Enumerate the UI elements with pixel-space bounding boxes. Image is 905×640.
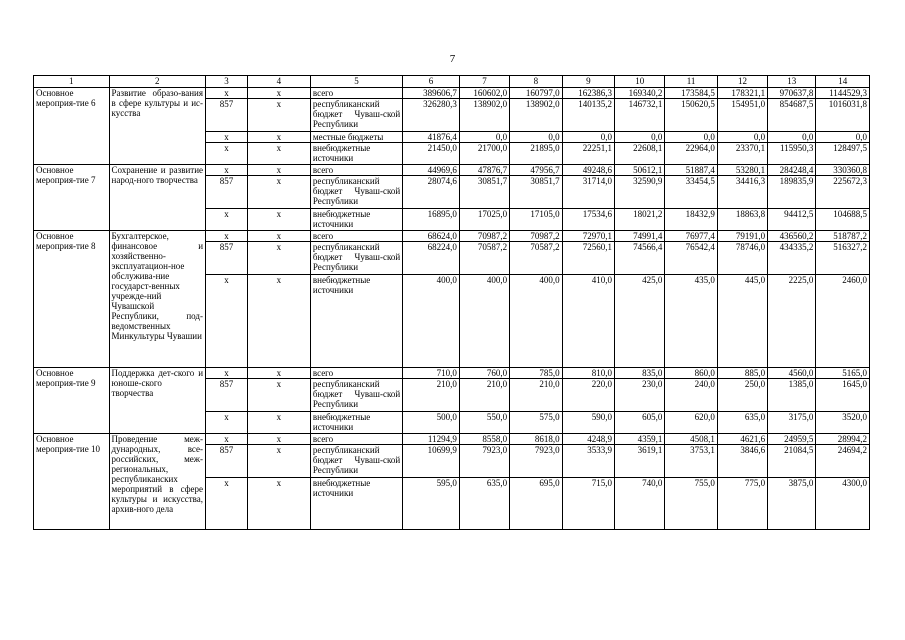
column-header: 12 xyxy=(717,76,767,88)
amount-cell: 326280,3 xyxy=(403,99,460,132)
amount-cell: 4300,0 xyxy=(816,478,870,530)
column-header: 1 xyxy=(34,76,110,88)
table-row xyxy=(34,368,870,379)
amount-cell: 3875,0 xyxy=(768,478,816,530)
amount-cell: 400,0 xyxy=(510,275,562,368)
amount-cell: 47876,7 xyxy=(459,165,509,176)
amount-cell: 178321,1 xyxy=(717,88,767,99)
classification-code-cell: x xyxy=(247,379,310,412)
amount-cell: 128497,5 xyxy=(816,143,870,165)
column-header: 2 xyxy=(109,76,206,88)
amount-cell: 590,0 xyxy=(562,412,614,434)
amount-cell: 74566,4 xyxy=(615,242,665,275)
amount-cell: 635,0 xyxy=(717,412,767,434)
amount-cell: 18432,9 xyxy=(665,209,717,231)
classification-code-cell: x xyxy=(247,434,310,445)
funding-source-cell: всего xyxy=(310,434,402,445)
amount-cell: 21700,0 xyxy=(459,143,509,165)
classification-code-cell: x xyxy=(247,231,310,242)
amount-cell: 94412,5 xyxy=(768,209,816,231)
amount-cell: 7923,0 xyxy=(459,445,509,478)
amount-cell: 173584,5 xyxy=(665,88,717,99)
amount-cell: 4359,1 xyxy=(615,434,665,445)
amount-cell: 0,0 xyxy=(768,132,816,143)
grbs-code-cell: 857 xyxy=(206,176,248,209)
amount-cell: 810,0 xyxy=(562,368,614,379)
amount-cell: 78746,0 xyxy=(717,242,767,275)
classification-code-cell: x xyxy=(247,209,310,231)
amount-cell: 854687,5 xyxy=(768,99,816,132)
classification-code-cell: x xyxy=(247,99,310,132)
activity-name: Основное мероприя-тие 8 xyxy=(34,231,110,368)
amount-cell: 250,0 xyxy=(717,379,767,412)
amount-cell: 0,0 xyxy=(665,132,717,143)
amount-cell: 11294,9 xyxy=(403,434,460,445)
amount-cell: 400,0 xyxy=(459,275,509,368)
amount-cell: 284248,4 xyxy=(768,165,816,176)
amount-cell: 3619,1 xyxy=(615,445,665,478)
amount-cell: 70987,2 xyxy=(459,231,509,242)
grbs-code-cell: 857 xyxy=(206,242,248,275)
table-row xyxy=(34,165,870,176)
amount-cell: 76977,4 xyxy=(665,231,717,242)
amount-cell: 3175,0 xyxy=(768,412,816,434)
amount-cell: 3520,0 xyxy=(816,412,870,434)
classification-code-cell: x xyxy=(247,242,310,275)
amount-cell: 225672,3 xyxy=(816,176,870,209)
amount-cell: 169340,2 xyxy=(615,88,665,99)
amount-cell: 8618,0 xyxy=(510,434,562,445)
classification-code-cell: x xyxy=(247,368,310,379)
amount-cell: 16895,0 xyxy=(403,209,460,231)
amount-cell: 30851,7 xyxy=(459,176,509,209)
grbs-code-cell: x xyxy=(206,275,248,368)
amount-cell: 22964,0 xyxy=(665,143,717,165)
amount-cell: 1385,0 xyxy=(768,379,816,412)
amount-cell: 72970,1 xyxy=(562,231,614,242)
amount-cell: 68624,0 xyxy=(403,231,460,242)
amount-cell: 695,0 xyxy=(510,478,562,530)
amount-cell: 436560,2 xyxy=(768,231,816,242)
activity-name: Основное мероприя-тие 6 xyxy=(34,88,110,165)
amount-cell: 68224,0 xyxy=(403,242,460,275)
amount-cell: 500,0 xyxy=(403,412,460,434)
column-number-row xyxy=(34,76,870,88)
amount-cell: 3753,1 xyxy=(665,445,717,478)
funding-source-cell: внебюджетные источники xyxy=(310,478,402,530)
amount-cell: 0,0 xyxy=(615,132,665,143)
amount-cell: 24694,2 xyxy=(816,445,870,478)
column-header: 9 xyxy=(562,76,614,88)
amount-cell: 154951,0 xyxy=(717,99,767,132)
activity-description: Бухгалтерское, финансовое и хозяйственно-эксплуатацион-ное обслужива-ние государст-венных учрежде-ний Чувашской Республики, под-ведомственных Минкультуры Чувашии xyxy=(109,231,206,368)
classification-code-cell: x xyxy=(247,478,310,530)
amount-cell: 240,0 xyxy=(665,379,717,412)
funding-source-cell: всего xyxy=(310,165,402,176)
amount-cell: 44969,6 xyxy=(403,165,460,176)
table-row xyxy=(34,231,870,242)
amount-cell: 445,0 xyxy=(717,275,767,368)
amount-cell: 22251,1 xyxy=(562,143,614,165)
amount-cell: 885,0 xyxy=(717,368,767,379)
amount-cell: 210,0 xyxy=(510,379,562,412)
amount-cell: 970637,8 xyxy=(768,88,816,99)
grbs-code-cell: x xyxy=(206,478,248,530)
amount-cell: 70587,2 xyxy=(459,242,509,275)
amount-cell: 389606,7 xyxy=(403,88,460,99)
amount-cell: 41876,4 xyxy=(403,132,460,143)
amount-cell: 425,0 xyxy=(615,275,665,368)
amount-cell: 30851,7 xyxy=(510,176,562,209)
column-header: 5 xyxy=(310,76,402,88)
activity-name: Основное мероприя-тие 10 xyxy=(34,434,110,530)
funding-source-cell: внебюджетные источники xyxy=(310,143,402,165)
amount-cell: 785,0 xyxy=(510,368,562,379)
amount-cell: 330360,8 xyxy=(816,165,870,176)
classification-code-cell: x xyxy=(247,445,310,478)
amount-cell: 1645,0 xyxy=(816,379,870,412)
amount-cell: 210,0 xyxy=(403,379,460,412)
page-number: 7 xyxy=(449,53,456,65)
activity-name: Основное мероприя-тие 7 xyxy=(34,165,110,231)
amount-cell: 2225,0 xyxy=(768,275,816,368)
amount-cell: 17534,6 xyxy=(562,209,614,231)
amount-cell: 755,0 xyxy=(665,478,717,530)
amount-cell: 595,0 xyxy=(403,478,460,530)
activity-description: Сохранение и развитие народ-ного творчества xyxy=(109,165,206,231)
amount-cell: 32590,9 xyxy=(615,176,665,209)
amount-cell: 0,0 xyxy=(717,132,767,143)
amount-cell: 635,0 xyxy=(459,478,509,530)
classification-code-cell: x xyxy=(247,143,310,165)
amount-cell: 50612,1 xyxy=(615,165,665,176)
amount-cell: 775,0 xyxy=(717,478,767,530)
funding-source-cell: республиканский бюджет Чуваш-ской Республики xyxy=(310,176,402,209)
amount-cell: 115950,3 xyxy=(768,143,816,165)
amount-cell: 150620,5 xyxy=(665,99,717,132)
amount-cell: 7923,0 xyxy=(510,445,562,478)
amount-cell: 434335,2 xyxy=(768,242,816,275)
grbs-code-cell: x xyxy=(206,209,248,231)
amount-cell: 0,0 xyxy=(816,132,870,143)
amount-cell: 0,0 xyxy=(510,132,562,143)
funding-source-cell: республиканский бюджет Чуваш-ской Республики xyxy=(310,242,402,275)
column-header: 14 xyxy=(816,76,870,88)
amount-cell: 33454,5 xyxy=(665,176,717,209)
amount-cell: 17105,0 xyxy=(510,209,562,231)
amount-cell: 21450,0 xyxy=(403,143,460,165)
amount-cell: 189835,9 xyxy=(768,176,816,209)
funding-source-cell: республиканский бюджет Чуваш-ской Республики xyxy=(310,379,402,412)
amount-cell: 138902,0 xyxy=(459,99,509,132)
funding-source-cell: республиканский бюджет Чуваш-ской Республики xyxy=(310,445,402,478)
amount-cell: 23370,1 xyxy=(717,143,767,165)
amount-cell: 435,0 xyxy=(665,275,717,368)
activity-description: Развитие образо-вания в сфере культуры и ис-кусства xyxy=(109,88,206,165)
amount-cell: 3533,9 xyxy=(562,445,614,478)
grbs-code-cell: 857 xyxy=(206,379,248,412)
amount-cell: 210,0 xyxy=(459,379,509,412)
amount-cell: 104688,5 xyxy=(816,209,870,231)
grbs-code-cell: 857 xyxy=(206,445,248,478)
amount-cell: 79191,0 xyxy=(717,231,767,242)
amount-cell: 8558,0 xyxy=(459,434,509,445)
amount-cell: 140135,2 xyxy=(562,99,614,132)
amount-cell: 70587,2 xyxy=(510,242,562,275)
amount-cell: 160602,0 xyxy=(459,88,509,99)
amount-cell: 51887,4 xyxy=(665,165,717,176)
activity-description: Проведение меж-дународных, все-российских, меж-региональных, республиканских мероприятий в сфере культуры и искусства, архив-ного дела xyxy=(109,434,206,530)
amount-cell: 5165,0 xyxy=(816,368,870,379)
amount-cell: 21895,0 xyxy=(510,143,562,165)
amount-cell: 28994,2 xyxy=(816,434,870,445)
amount-cell: 605,0 xyxy=(615,412,665,434)
amount-cell: 18863,8 xyxy=(717,209,767,231)
amount-cell: 76542,4 xyxy=(665,242,717,275)
amount-cell: 4508,1 xyxy=(665,434,717,445)
column-header: 3 xyxy=(206,76,248,88)
grbs-code-cell: x xyxy=(206,132,248,143)
amount-cell: 3846,6 xyxy=(717,445,767,478)
funding-source-cell: местные бюджеты xyxy=(310,132,402,143)
amount-cell: 53280,1 xyxy=(717,165,767,176)
amount-cell: 4621,6 xyxy=(717,434,767,445)
grbs-code-cell: x xyxy=(206,88,248,99)
grbs-code-cell: x xyxy=(206,143,248,165)
funding-source-cell: внебюджетные источники xyxy=(310,412,402,434)
amount-cell: 516327,2 xyxy=(816,242,870,275)
amount-cell: 162386,3 xyxy=(562,88,614,99)
amount-cell: 230,0 xyxy=(615,379,665,412)
column-header: 13 xyxy=(768,76,816,88)
amount-cell: 2460,0 xyxy=(816,275,870,368)
amount-cell: 18021,2 xyxy=(615,209,665,231)
amount-cell: 760,0 xyxy=(459,368,509,379)
column-header: 10 xyxy=(615,76,665,88)
amount-cell: 22608,1 xyxy=(615,143,665,165)
amount-cell: 10699,9 xyxy=(403,445,460,478)
funding-source-cell: всего xyxy=(310,231,402,242)
amount-cell: 400,0 xyxy=(403,275,460,368)
table-body xyxy=(34,88,870,530)
table-row xyxy=(34,88,870,99)
amount-cell: 1144529,3 xyxy=(816,88,870,99)
grbs-code-cell: 857 xyxy=(206,99,248,132)
budget-table xyxy=(33,75,870,530)
amount-cell: 34416,3 xyxy=(717,176,767,209)
amount-cell: 28074,6 xyxy=(403,176,460,209)
column-header: 7 xyxy=(459,76,509,88)
classification-code-cell: x xyxy=(247,412,310,434)
amount-cell: 31714,0 xyxy=(562,176,614,209)
classification-code-cell: x xyxy=(247,132,310,143)
funding-source-cell: внебюджетные источники xyxy=(310,209,402,231)
column-header: 8 xyxy=(510,76,562,88)
amount-cell: 860,0 xyxy=(665,368,717,379)
amount-cell: 74991,4 xyxy=(615,231,665,242)
column-header: 4 xyxy=(247,76,310,88)
amount-cell: 410,0 xyxy=(562,275,614,368)
amount-cell: 49248,6 xyxy=(562,165,614,176)
amount-cell: 4248,9 xyxy=(562,434,614,445)
amount-cell: 835,0 xyxy=(615,368,665,379)
amount-cell: 70987,2 xyxy=(510,231,562,242)
classification-code-cell: x xyxy=(247,176,310,209)
table-row xyxy=(34,434,870,445)
funding-source-cell: внебюджетные источники xyxy=(310,275,402,368)
amount-cell: 715,0 xyxy=(562,478,614,530)
amount-cell: 4560,0 xyxy=(768,368,816,379)
amount-cell: 138902,0 xyxy=(510,99,562,132)
amount-cell: 47956,7 xyxy=(510,165,562,176)
column-header: 11 xyxy=(665,76,717,88)
classification-code-cell: x xyxy=(247,165,310,176)
amount-cell: 550,0 xyxy=(459,412,509,434)
amount-cell: 21084,5 xyxy=(768,445,816,478)
amount-cell: 620,0 xyxy=(665,412,717,434)
amount-cell: 160797,0 xyxy=(510,88,562,99)
amount-cell: 17025,0 xyxy=(459,209,509,231)
funding-source-cell: всего xyxy=(310,88,402,99)
amount-cell: 710,0 xyxy=(403,368,460,379)
funding-source-cell: всего xyxy=(310,368,402,379)
amount-cell: 1016031,8 xyxy=(816,99,870,132)
amount-cell: 518787,2 xyxy=(816,231,870,242)
grbs-code-cell: x xyxy=(206,368,248,379)
grbs-code-cell: x xyxy=(206,231,248,242)
amount-cell: 220,0 xyxy=(562,379,614,412)
grbs-code-cell: x xyxy=(206,434,248,445)
amount-cell: 0,0 xyxy=(562,132,614,143)
funding-source-cell: республиканский бюджет Чуваш-ской Республики xyxy=(310,99,402,132)
activity-name: Основное мероприя-тие 9 xyxy=(34,368,110,434)
amount-cell: 575,0 xyxy=(510,412,562,434)
classification-code-cell: x xyxy=(247,275,310,368)
amount-cell: 72560,1 xyxy=(562,242,614,275)
grbs-code-cell: x xyxy=(206,165,248,176)
classification-code-cell: x xyxy=(247,88,310,99)
amount-cell: 24959,5 xyxy=(768,434,816,445)
amount-cell: 146732,1 xyxy=(615,99,665,132)
amount-cell: 740,0 xyxy=(615,478,665,530)
activity-description: Поддержка дет-ского и юноше-ского творчества xyxy=(109,368,206,434)
column-header: 6 xyxy=(403,76,460,88)
grbs-code-cell: x xyxy=(206,412,248,434)
amount-cell: 0,0 xyxy=(459,132,509,143)
